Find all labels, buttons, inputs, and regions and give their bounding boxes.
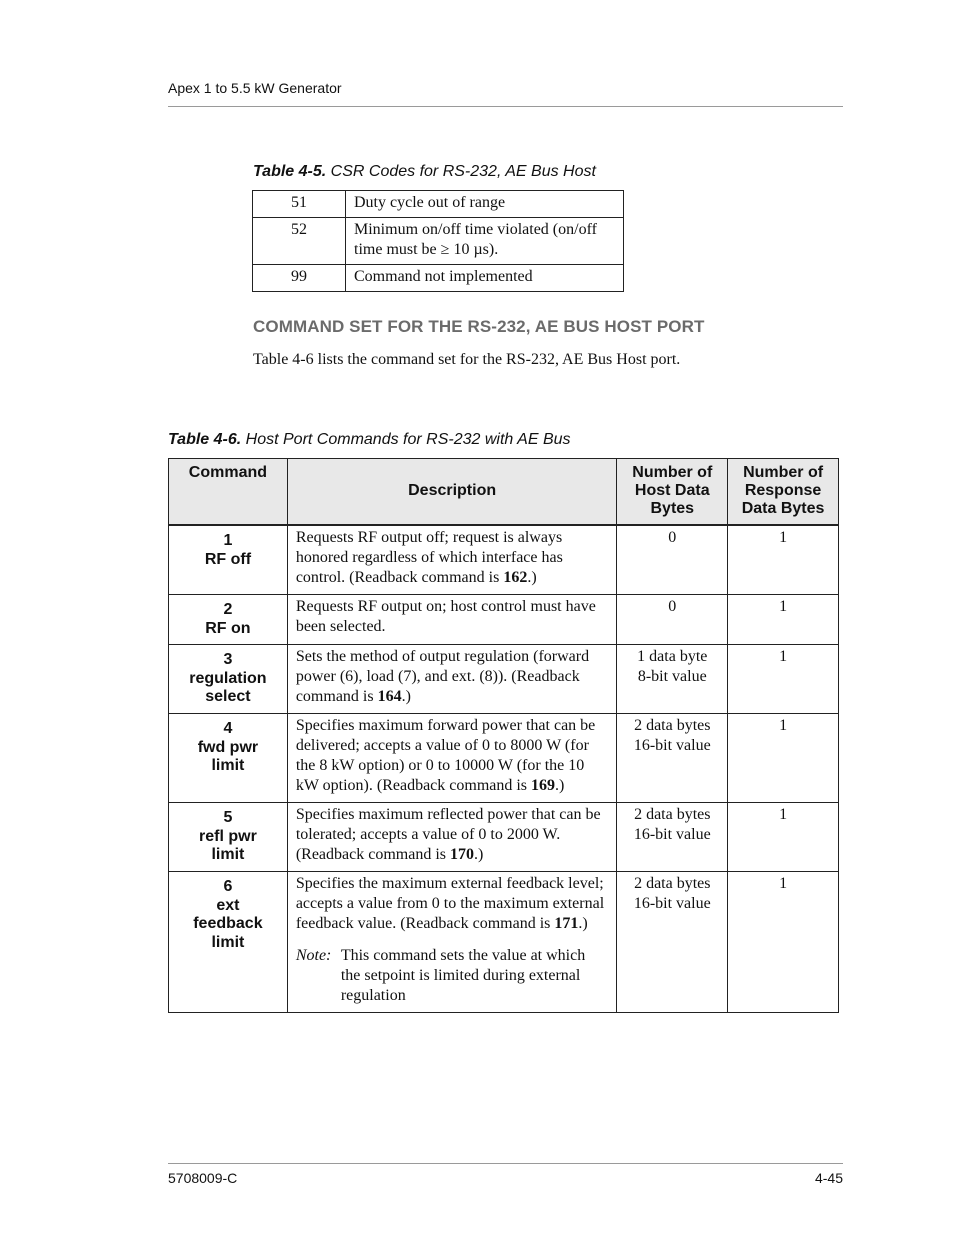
host-port-commands-table — [168, 458, 839, 1013]
column-header-host-bytes — [617, 459, 728, 526]
document-number: 5708009-C — [168, 1170, 238, 1186]
header-line: Response — [744, 482, 822, 499]
host-bytes-line: 8-bit value — [637, 668, 707, 685]
csr-code: 99 — [253, 265, 346, 292]
host-bytes-line: 2 data bytes — [634, 717, 711, 734]
csr-code: 51 — [253, 191, 346, 218]
note-text: This command sets the value at which the setpoint is limited during external regulation — [340, 947, 586, 1004]
csr-description: Command not implemented — [346, 265, 624, 292]
description-cell — [287, 714, 617, 803]
description-end: .) — [527, 569, 537, 586]
host-bytes-cell — [617, 525, 728, 595]
command-name: limit — [211, 846, 245, 863]
response-bytes-cell: 1 — [728, 803, 839, 872]
command-name: limit — [211, 757, 245, 774]
host-bytes-line: 0 — [668, 529, 677, 546]
command-cell — [169, 645, 288, 714]
csr-description: Duty cycle out of range — [346, 191, 624, 218]
header-line: Bytes — [650, 500, 695, 517]
description-end: .) — [555, 777, 565, 794]
command-name: select — [205, 688, 251, 705]
command-name: refl pwr — [199, 827, 257, 845]
description-text: Requests RF output off; request is always honored regardless of which interface has control. (Readback command is — [295, 529, 563, 586]
command-number: 3 — [223, 651, 233, 668]
command-cell — [169, 714, 288, 803]
readback-command-number: 171 — [554, 915, 579, 932]
command-cell — [169, 525, 288, 595]
caption-label: Table 4-5. — [253, 163, 327, 180]
column-header-response-bytes — [728, 459, 839, 526]
host-bytes-cell — [617, 595, 728, 645]
command-number: 4 — [223, 720, 233, 737]
commands-table-body — [169, 525, 839, 1013]
command-cell — [169, 595, 288, 645]
description-cell — [287, 803, 617, 872]
footer-rule — [168, 1163, 843, 1164]
command-name: RF off — [204, 550, 252, 568]
response-bytes-cell: 1 — [728, 525, 839, 595]
description-text: Requests RF output on; host control must have been selected. — [295, 598, 596, 635]
description-end: .) — [474, 846, 484, 863]
csr-description: Minimum on/off time violated (on/off time must be ≥ 10 µs). — [346, 218, 624, 265]
description-text: Sets the method of output regulation (forward power (6), load (7), and ext. (8)). (Readback command is — [295, 648, 590, 705]
host-bytes-cell — [617, 803, 728, 872]
header-line: Data Bytes — [741, 500, 825, 517]
command-name: limit — [211, 933, 245, 951]
table-4-6-caption — [168, 431, 571, 449]
table-4-5-caption — [253, 163, 596, 181]
table-row — [253, 191, 624, 218]
host-bytes-line: 16-bit value — [633, 737, 711, 754]
host-bytes-cell — [617, 645, 728, 714]
description-cell — [287, 525, 617, 595]
readback-command-number: 164 — [377, 688, 402, 705]
note — [296, 946, 609, 1006]
command-name: fwd pwr — [197, 738, 259, 756]
command-number: 2 — [223, 601, 233, 618]
response-bytes-cell: 1 — [728, 645, 839, 714]
table-row — [169, 595, 839, 645]
page-number: 4-45 — [814, 1170, 843, 1186]
host-bytes-line: 2 data bytes — [634, 806, 711, 823]
host-bytes-line: 2 data bytes — [634, 875, 711, 892]
description-cell — [287, 872, 617, 1013]
table-row — [169, 525, 839, 595]
intro-paragraph: Table 4-6 lists the command set for the RS-232, AE Bus Host port. — [253, 351, 681, 368]
host-bytes-cell — [617, 714, 728, 803]
host-bytes-line: 0 — [668, 598, 677, 615]
description-end: .) — [401, 688, 411, 705]
response-bytes-cell: 1 — [728, 595, 839, 645]
running-header: Apex 1 to 5.5 kW Generator — [168, 80, 342, 96]
host-bytes-cell — [617, 872, 728, 1013]
note-label: Note: — [295, 947, 332, 964]
response-bytes-cell: 1 — [728, 872, 839, 1013]
caption-label: Table 4-6. — [168, 431, 242, 448]
table-header-row — [169, 459, 839, 526]
caption-text: Host Port Commands for RS-232 with AE Bus — [241, 431, 571, 448]
header-line: Number of — [743, 464, 824, 481]
header-rule — [168, 106, 843, 107]
command-cell — [169, 803, 288, 872]
command-number: 6 — [223, 878, 233, 895]
description-text: Specifies maximum forward power that can be delivered; accepts a value of 0 to 8000 W (for the 8 kW option) or 0 to 10000 W (for the 10 kW option). (Readback command is — [295, 717, 596, 794]
description-text: Specifies maximum reflected power that can be tolerated; accepts a value of 0 to 2000 W. (Readback command is — [295, 806, 601, 863]
description-text: Specifies the maximum external feedback level; accepts a value from 0 to the maximum external feedback value. (Readback command is — [295, 875, 605, 932]
readback-command-number: 162 — [503, 569, 528, 586]
header-line: Host Data — [634, 482, 710, 499]
table-row — [169, 872, 839, 1013]
command-name: ext — [216, 896, 240, 914]
column-header-command: Command — [169, 459, 288, 526]
readback-command-number: 169 — [531, 777, 556, 794]
csr-code: 52 — [253, 218, 346, 265]
readback-command-number: 170 — [450, 846, 474, 863]
table-row — [169, 714, 839, 803]
caption-text: CSR Codes for RS-232, AE Bus Host — [326, 163, 596, 180]
description-cell — [287, 595, 617, 645]
section-heading: COMMAND SET FOR THE RS-232, AE BUS HOST PORT — [253, 317, 705, 336]
table-row — [169, 645, 839, 714]
command-number: 1 — [223, 532, 233, 549]
table-row — [253, 265, 624, 292]
host-bytes-line: 16-bit value — [633, 826, 711, 843]
command-name: RF on — [205, 619, 251, 637]
table-row — [253, 218, 624, 265]
command-name: regulation — [189, 669, 267, 687]
host-bytes-line: 1 data byte — [637, 648, 708, 665]
command-name: feedback — [193, 915, 263, 932]
header-line: Number of — [632, 464, 713, 481]
table-row — [169, 803, 839, 872]
csr-codes-table — [252, 190, 624, 292]
column-header-description: Description — [287, 459, 617, 526]
description-cell — [287, 645, 617, 714]
description-end: .) — [578, 915, 588, 932]
command-number: 5 — [223, 809, 233, 826]
response-bytes-cell: 1 — [728, 714, 839, 803]
command-cell — [169, 872, 288, 1013]
host-bytes-line: 16-bit value — [633, 895, 711, 912]
